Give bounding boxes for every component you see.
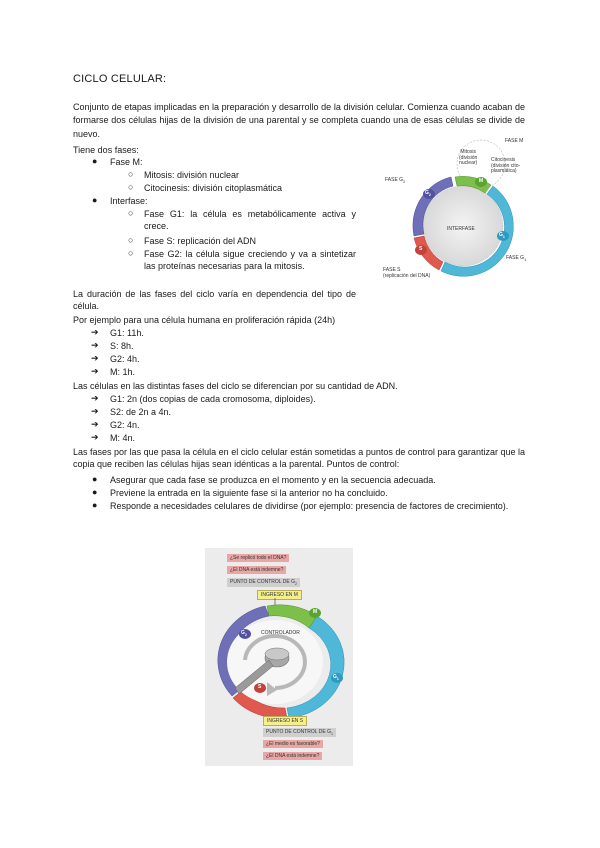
g2-ring-badge-label: $G_2$ — [241, 630, 247, 637]
control-point: Asegurar que cada fase se produzca en el momento y en la secuencia adecuada. — [110, 475, 436, 485]
control-point: Previene la entrada en la siguiente fase si la anterior no ha concluido. — [110, 488, 388, 498]
fase-g1-label: FASE $G_1$ — [506, 255, 527, 262]
sub-bullet-icon: ○ — [128, 248, 134, 258]
intro-paragraph: Conjunto de etapas implicadas en la preparación y desarrollo de la división celular. Comienza cuando acaban de formarse dos células hijas de la división de una parental y se completa cuando una de esas células se divide de nuevo. — [73, 102, 525, 139]
page-title: CICLO CELULAR: — [73, 73, 167, 85]
fase-m-item: Citocinesis: división citoplasmática — [144, 183, 283, 193]
m-badge-label: M — [479, 178, 484, 184]
s-badge-label: S — [419, 246, 423, 252]
ingreso-m-label: INGRESO EN M — [257, 590, 302, 600]
arrow-icon: ➔ — [91, 406, 99, 416]
duration-item: G1: 11h. — [110, 328, 144, 338]
interfase-diagram-label: INTERFASE — [447, 226, 475, 232]
checkpoint-diagram — [205, 548, 353, 766]
sub-bullet-icon: ○ — [128, 208, 134, 218]
g1-ring-badge-label: $G_1$ — [333, 674, 339, 681]
m-ring-badge-label: M — [313, 609, 318, 615]
dna-item: S2: de 2n a 4n. — [110, 407, 172, 417]
g2-badge-label: $G_2$ — [425, 190, 431, 197]
interfase-item: Fase G1: la célula es metabólicamente activa y crece. — [144, 209, 356, 232]
fase-g2-label: FASE $G_2$ — [385, 177, 406, 184]
arrow-icon: ➔ — [91, 393, 99, 403]
bullet-icon: ● — [92, 156, 98, 166]
cell-cycle-diagram — [381, 138, 526, 286]
fase-m-label: FASE M — [505, 138, 524, 144]
arrow-icon: ➔ — [91, 419, 99, 429]
question-dna-intact-g1: ¿El DNA está indemne? — [263, 752, 322, 760]
dna-item: G2: 4n. — [110, 420, 140, 430]
dna-text: Las células en las distintas fases del ciclo se diferencian por su cantidad de ADN. — [73, 381, 398, 391]
arrow-icon: ➔ — [91, 340, 99, 350]
ingreso-s-label: INGRESO EN S — [263, 716, 307, 726]
question-dna-intact: ¿El DNA está indemne? — [227, 566, 286, 574]
g1-badge-label: $G_1$ — [499, 232, 505, 239]
arrow-icon: ➔ — [91, 353, 99, 363]
sub-bullet-icon: ○ — [128, 235, 134, 245]
citocinesis-label: Citocinesis (división cito- plasmática) — [491, 157, 521, 175]
arrow-icon: ➔ — [91, 432, 99, 442]
arrow-icon: ➔ — [91, 366, 99, 376]
s-ring-badge-label: S — [258, 684, 262, 690]
sub-bullet-icon: ○ — [128, 182, 134, 192]
duration-item: G2: 4h. — [110, 354, 140, 364]
bullet-icon: ● — [92, 474, 98, 484]
example-text: Por ejemplo para una célula humana en proliferación rápida (24h) — [73, 315, 336, 325]
interfase-item: Fase S: replicación del ADN — [144, 236, 257, 246]
duration-item: M: 1h. — [110, 367, 136, 377]
bullet-icon: ● — [92, 195, 98, 205]
interfase-label: Interfase: — [110, 196, 148, 206]
duration-text: La duración de las fases del ciclo varía en dependencia del tipo de célula. — [73, 289, 356, 312]
checkpoint-g2-label: PUNTO DE CONTROL DE $G_2$ — [227, 578, 300, 587]
bullet-icon: ● — [92, 487, 98, 497]
fase-m-label: Fase M: — [110, 157, 143, 167]
sub-bullet-icon: ○ — [128, 169, 134, 179]
bullet-icon: ● — [92, 500, 98, 510]
interfase-item: Fase G2: la célula sigue creciendo y va a sintetizar las proteínas necesarias para la mitosis. — [144, 249, 356, 272]
controller-hub-top — [265, 648, 289, 660]
fase-m-item: Mitosis: división nuclear — [144, 170, 240, 180]
checkpoint-g1-label: PUNTO DE CONTROL DE $G_1$ — [263, 728, 336, 737]
control-point: Responde a necesidades celulares de dividirse (por ejemplo: presencia de factores de crecimiento). — [110, 501, 509, 511]
phases-intro: Tiene dos fases: — [73, 145, 139, 155]
controlador-label: CONTROLADOR — [261, 630, 300, 636]
mitosis-label: Mitosis (división nuclear) — [459, 149, 478, 167]
arrow-icon: ➔ — [91, 327, 99, 337]
fase-s-label: FASE S (replicación del DNA) — [383, 267, 431, 279]
dna-item: G1: 2n (dos copias de cada cromosoma, diploides). — [110, 394, 316, 404]
question-dna-replicated: ¿Se replicó todo el DNA? — [227, 554, 289, 562]
control-text: Las fases por las que pasa la célula en el ciclo celular están sometidas a puntos de control para garantizar que la copia que reciben las células hijas sean idénticas a la parental. Puntos de control: — [73, 447, 525, 470]
duration-item: S: 8h. — [110, 341, 134, 351]
dna-item: M: 4n. — [110, 433, 136, 443]
question-environment: ¿El medio es favorable? — [263, 740, 323, 748]
